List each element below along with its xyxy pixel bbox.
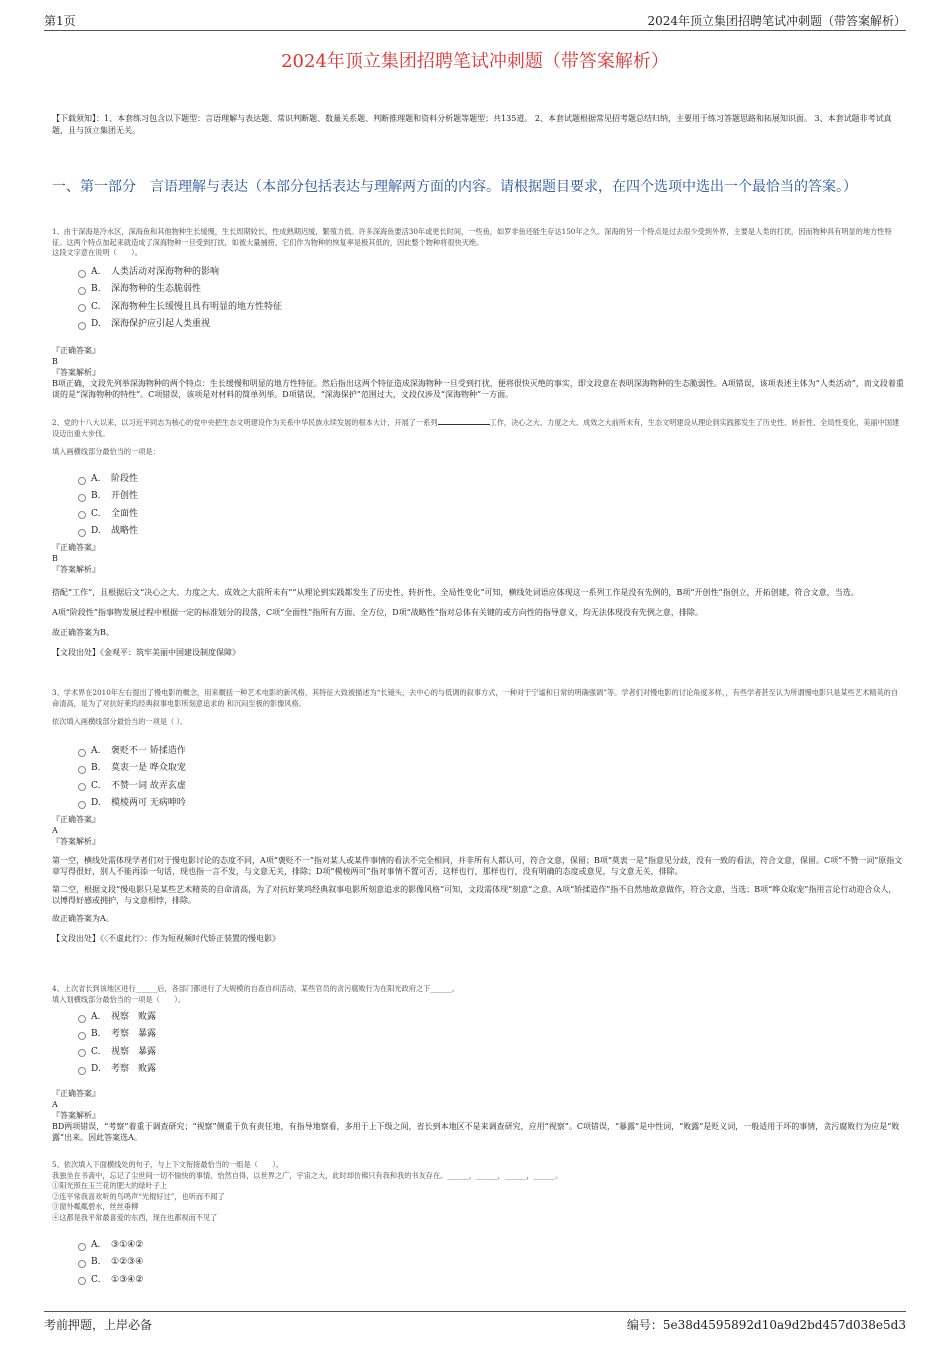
q1-answer: B	[52, 357, 58, 366]
radio-icon[interactable]	[78, 749, 86, 757]
q2-option-a[interactable]: A. 阶段性	[78, 471, 138, 488]
page-number: 第1页	[44, 14, 76, 28]
q2-option-d[interactable]: D. 战略性	[78, 523, 138, 540]
radio-icon[interactable]	[78, 287, 86, 295]
q4-option-b[interactable]: B. 考察 暴露	[78, 1026, 156, 1043]
q1-answer-block	[52, 345, 904, 400]
radio-icon[interactable]	[78, 494, 86, 502]
analysis-label: 『答案解析』	[52, 1111, 100, 1120]
section-heading: 一、第一部分 言语理解与表达（本部分包括表达与理解两方面的内容。请根据题目要求，在四个选项中选出一个最恰当的答案。）	[52, 179, 857, 195]
footer-doc-id: 编号：5e38d4595892d10a9d2bd457d038e5d3	[626, 1318, 906, 1332]
radio-icon[interactable]	[78, 1260, 86, 1268]
radio-icon[interactable]	[78, 1049, 86, 1057]
radio-icon[interactable]	[78, 477, 86, 485]
radio-icon[interactable]	[78, 801, 86, 809]
q3-source: 【文段出处】《〈不虚此行〉：作为短视频时代矫正装置的慢电影》	[52, 934, 280, 943]
q5-option-c[interactable]: C. ①③④②	[78, 1272, 143, 1289]
q2-question: 填入画横线部分最恰当的一项是：	[52, 447, 160, 456]
radio-icon[interactable]	[78, 322, 86, 330]
q2-analysis-1: 搭配“工作”，且根据后文“决心之大、力度之大、成效之大前所未有”“从理论到实践都发生了历史性、转折性、全局性变化”可知，横线处词语应体现这一系列工作是没有先例的，B项“开创性”指创立，开拓创建，符合文意，当选。	[52, 588, 859, 597]
radio-icon[interactable]	[78, 1032, 86, 1040]
radio-icon[interactable]	[78, 1277, 86, 1285]
radio-icon[interactable]	[78, 304, 86, 312]
q3-analysis-1: 第一空，横线处需体现学者们对于慢电影讨论的态度不同，A项“褒贬不一”指对某人或某件事情的看法不完全相同，并非所有人都认可，符合文意，保留；B项“莫衷一是”指意见分歧，没有一致的看法，符合文意，保留。C项“不赞一词”原指文章写得很好，别人不能再添一句话，现也指一言不发，与文意无关，排除；D项“模棱两可”指对事情不置可否，这样也行，那样也行，没有明确的态度或意见，与文意无关，排除。	[52, 856, 903, 876]
q2-option-b[interactable]: B. 开创性	[78, 488, 138, 505]
q4-option-a[interactable]: A. 视察 败露	[78, 1009, 156, 1026]
q3-stem: 3、学术界在2010年左右提出了慢电影的概念，用来概括一种艺术电影的新风格，其特征大致被描述为“长镜头，去中心的与低调的叙事方式，一种对于宁谧和日常的明确强调”等。学者们对慢电影的讨论角度多样，，有些学者甚至认为所谓慢电影只是某些艺术精英的自命清高，是为了对抗好莱坞经典叙事电影所刻意追求的 和沉闷至极的影像风格。	[52, 688, 899, 708]
q3-answer: A	[52, 826, 58, 835]
question-1	[52, 227, 904, 259]
fill-blank	[438, 417, 490, 425]
q3-conclusion: 故正确答案为A。	[52, 914, 114, 923]
q2-answer-block	[52, 542, 904, 658]
radio-icon[interactable]	[78, 1015, 86, 1023]
q1-option-a[interactable]: A. 人类活动对深海物种的影响	[78, 264, 282, 281]
analysis-label: 『答案解析』	[52, 368, 100, 377]
radio-icon[interactable]	[78, 783, 86, 791]
question-5	[52, 1160, 904, 1223]
radio-icon[interactable]	[78, 766, 86, 774]
q3-option-d[interactable]: D. 模棱两可 无病呻吟	[78, 795, 186, 812]
q4-question: 填入划横线部分最恰当的一项是（ ）。	[52, 994, 185, 1004]
footer-slogan: 考前押题，上岸必备	[44, 1318, 153, 1332]
q5-item: ①阳光照在玉兰花的肥大的绿叶子上	[52, 1181, 168, 1190]
q4-stem: 4、上次省长到该地区进行______后，各部门都进行了大规模的自查自纠活动，某些官员的贪污腐败行为在阳光政府之下______。	[52, 984, 460, 993]
q2-answer: B	[52, 554, 58, 563]
q2-analysis-2: A项“阶段性”指事物发展过程中根据一定的标准划分的段落，C项“全面性”指所有方面、全方位，D项“战略性”指对总体有关键的或方向性的指导意义，均无法体现没有先例之意，排除。	[52, 608, 703, 617]
q5-passage: 我独坐在书斋中，忘记了尘世间一切不愉快的事情，怡然自得，以世界之广，宇宙之大，此时却仿佛只有我和我的书友存在。______，______，______，______。	[52, 1170, 563, 1180]
q4-answer: A	[52, 1100, 58, 1109]
q1-analysis: B项正确，文段先列举深海物种的两个特点：生长缓慢和明显的地方性特征。然后指出这两个特征造成深海物种一旦受到打扰，便将很快灭绝的事实，即文段意在表明深海物种的生态脆弱性。A项错误，该项表述主体为“人类活动”，而文段着重谈的是“深海物种的特性”。C项错误，该项是对材料的简单列举。D项错误，“深海保护”范围过大，文段仅涉及“深海物种”一方面。	[52, 379, 904, 399]
question-4	[52, 984, 904, 1005]
q3-question: 依次填入画横线部分最恰当的一项是（ ）。	[52, 717, 188, 726]
q1-option-d[interactable]: D. 深海保护应引起人类重视	[78, 316, 282, 333]
answer-label: 『正确答案』	[52, 815, 100, 824]
q4-option-c[interactable]: C. 视察 暴露	[78, 1044, 156, 1061]
radio-icon[interactable]	[78, 1243, 86, 1251]
answer-label: 『正确答案』	[52, 346, 100, 355]
q3-analysis-2: 第二空，根据文段“慢电影只是某些艺术精英的自命清高，为了对抗好莱坞经典叙事电影所刻意追求的影像风格”可知，文段需体现“刻意”之意。A项“矫揉造作”指不自然地故意做作，符合文意，当选；B项“哗众取宠”指用言论行动迎合众人，以博得好感或拥护，与文意相悖，排除。	[52, 885, 897, 905]
page-footer	[44, 1311, 906, 1336]
q1-stem: 1、由于深海是冷水区，深海鱼和其他物种生长缓慢，生长周期较长，性成熟期迟缓，繁殖力低。许多深海鱼要活30年或更长时间，一些鱼，如罗非鱼还能生存达150年之久。深海的另一个特点是过去很少受到外界，主要是人类的打扰，因而物种具有明显的地方性特征。这两个特点加起来就造成了深海物种一旦受到打扰，如被大量捕捞，它们作为物种的恢复率是极其低的，因此整个物种将很快灭绝。	[52, 227, 892, 247]
page-header	[44, 12, 906, 31]
q2-option-c[interactable]: C. 全面性	[78, 506, 138, 523]
q5-option-a[interactable]: A. ③①④②	[78, 1237, 143, 1254]
q2-conclusion: 故正确答案为B。	[52, 628, 114, 637]
q3-option-c[interactable]: C. 不赞一词 故弄玄虚	[78, 778, 186, 795]
radio-icon[interactable]	[78, 1067, 86, 1075]
q4-analysis: BD两项错误，“考察”着重于调查研究；“视察”侧重于负有责任地，有指导地察看，多用于上下级之间，省长到本地区不是来调查研究，应用“视察”。C项错误，“暴露”是中性词，“败露”是贬义词，一般适用于坏的事情，贪污腐败行为应是“败露”出来。因此答案选A。	[52, 1122, 900, 1142]
q3-answer-block	[52, 814, 904, 944]
q3-options	[78, 743, 186, 812]
radio-icon[interactable]	[78, 511, 86, 519]
download-notice: 【下载须知】：1、本套练习包含以下题型：言语理解与表达题、常识判断题、数量关系题、判断推理题和资料分析题等题型；共135道。 2、本套试题根据常见招考题总结归纳，主要用于练习答题思路和拓展知识面。 3、本套试题非考试真题，且与顶立集团无关。	[52, 114, 892, 135]
q2-source: 【文段出处】《金观平：筑牢美丽中国建设制度保障》	[52, 648, 240, 657]
analysis-label: 『答案解析』	[52, 565, 100, 574]
q5-item: ③窗外粼粼碧水，丝丝垂柳	[52, 1202, 139, 1211]
q2-stem: 2、党的十八大以来，以习近平同志为核心的党中央把生态文明建设作为关系中华民族永续发展的根本大计，开展了一系列 工作，决心之大、力度之大、成效之大前所未有，生态文明建设从理论到实践都发生了历史性、转折性、全局性变化，美丽中国建设迈出重大步伐。	[52, 418, 900, 438]
q5-stem: 5、依次填入下面横线处的句子，与上下文衔接最恰当的一组是（ ）。	[52, 1160, 283, 1169]
q5-option-b[interactable]: B. ①②③④	[78, 1254, 143, 1271]
question-3	[52, 688, 904, 728]
q5-item: ②连平常我喜欢听的鸟鸣声“光棍好过”，也听而不闻了	[52, 1191, 225, 1201]
q3-option-b[interactable]: B. 莫衷一是 哗众取宠	[78, 760, 186, 777]
answer-label: 『正确答案』	[52, 1089, 100, 1098]
answer-label: 『正确答案』	[52, 543, 100, 552]
q3-option-a[interactable]: A. 褒贬不一 矫揉造作	[78, 743, 186, 760]
question-2	[52, 417, 904, 458]
q4-answer-block	[52, 1088, 904, 1143]
q1-question: 这段文字意在说明（ ）。	[52, 248, 142, 257]
q1-options	[78, 264, 282, 333]
page-title: 2024年顶立集团招聘笔试冲刺题（带答案解析）	[281, 51, 669, 72]
q4-option-d[interactable]: D. 考察 败露	[78, 1061, 156, 1078]
q5-item: ④这都是我平常最喜爱的东西，现在也都视而不见了	[52, 1212, 218, 1222]
q4-options	[78, 1009, 156, 1078]
q1-option-c[interactable]: C. 深海物种生长缓慢且具有明显的地方性特征	[78, 299, 282, 316]
header-doc-title: 2024年顶立集团招聘笔试冲刺题（带答案解析）	[647, 14, 906, 28]
radio-icon[interactable]	[78, 529, 86, 537]
analysis-label: 『答案解析』	[52, 837, 100, 846]
q5-options	[78, 1237, 143, 1289]
q1-option-b[interactable]: B. 深海物种的生态脆弱性	[78, 281, 282, 298]
q2-options	[78, 471, 138, 540]
radio-icon[interactable]	[78, 270, 86, 278]
